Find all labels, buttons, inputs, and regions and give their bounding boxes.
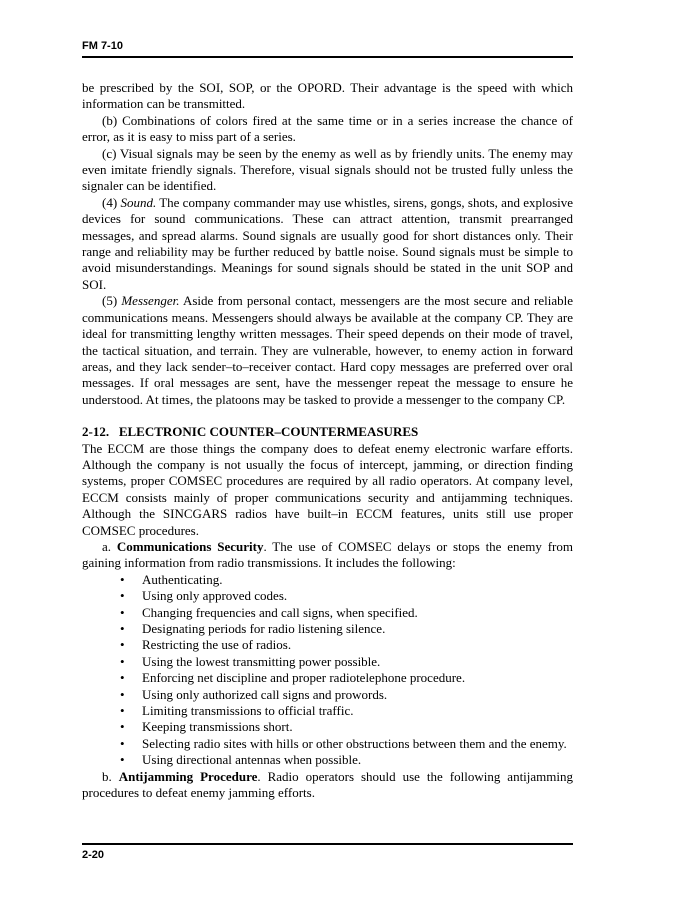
bullet-icon: • bbox=[120, 571, 125, 587]
paragraph-sound-number: (4) bbox=[102, 194, 118, 210]
subsection-a-label: a. bbox=[102, 538, 112, 554]
list-item: • Enforcing net discipline and proper radiotelephone procedure. bbox=[120, 670, 466, 686]
bullet-icon: • bbox=[120, 719, 125, 735]
footer-rule bbox=[82, 843, 573, 845]
bullet-icon: • bbox=[120, 588, 125, 604]
paragraph-messenger-number: (5) bbox=[102, 293, 118, 309]
list-item: • Limiting transmissions to official traffic. bbox=[120, 703, 354, 719]
list-item: • Using directional antennas when possible. bbox=[120, 752, 362, 768]
subsection-b-title: Antijamming Procedure bbox=[118, 768, 258, 784]
paragraph-sound-title: Sound. bbox=[120, 194, 157, 210]
bullet-icon: • bbox=[120, 703, 125, 719]
list-item: • Using only authorized call signs and prowords. bbox=[120, 686, 388, 702]
subsection-a bbox=[82, 539, 573, 572]
subsection-a-title: Communications Security bbox=[116, 538, 264, 554]
subsection-b bbox=[82, 769, 573, 802]
bullet-icon: • bbox=[120, 604, 125, 620]
paragraph-messenger-title: Messenger. bbox=[121, 293, 180, 309]
paragraph-c: (c) Visual signals may be seen by the enemy as well as by friendly units. The enemy may even imitate friendly signals. Therefore, visual signals should not be trusted fully unless the signaler can be identified. bbox=[82, 145, 573, 194]
paragraph-messenger bbox=[82, 293, 573, 408]
bullet-icon: • bbox=[120, 686, 125, 702]
list-item: • Designating periods for radio listening silence. bbox=[120, 621, 386, 636]
paragraph-sound-text: The company commander may use whistles, sirens, gongs, shots, and explosive devices for sound communications. These can attract attention, transmit prearranged messages, and spread alarms. Sound signals are usually good for short distances only. Their range and reliability may be further reduced by battle noise. Sound signals must be simple to avoid misunderstandings. Meanings for sound signals should be stated in the unit SOP and SOI. bbox=[82, 194, 574, 292]
list-item: • Authenticating. bbox=[120, 571, 223, 587]
bullet-icon: • bbox=[120, 637, 125, 653]
paragraph-sound bbox=[82, 195, 573, 293]
section-heading: 2-12. ELECTRONIC COUNTER–COUNTERMEASURES bbox=[82, 424, 419, 440]
list-item: • Keeping transmissions short. bbox=[120, 719, 293, 735]
bullet-icon: • bbox=[120, 735, 125, 751]
subsection-a-text: . The use of COMSEC delays or stops the enemy from gaining information from radio transmissions. It includes the following: bbox=[82, 538, 573, 571]
paragraph-messenger-text: Aside from personal contact, messengers are the most secure and reliable communications means. Messengers should always be available at the company CP. They are ideal for transmitting lengthy written messages. Their speed depends on their mode of travel, the tactical situation, and terrain. They are vulnerable, however, to enemy action in forward areas, and they lack sender–to–receiver contact. Hard copy messages are preferred over oral messages. If oral messages are sent, have the messenger repeat the message to ensure he understood. At times, the platoons may be tasked to provide a messenger to the company CP. bbox=[82, 293, 573, 407]
subsection-b-text: . Radio operators should use the following antijamming procedures to defeat enemy jamming efforts. bbox=[82, 768, 574, 801]
paragraph-b: (b) Combinations of colors fired at the same time or in a series increase the chance of error, as it is easy to miss part of a series. bbox=[82, 112, 573, 145]
page-number: 2-20 bbox=[82, 849, 105, 861]
page-body bbox=[82, 80, 573, 801]
bullet-icon: • bbox=[120, 670, 125, 686]
subsection-b-label: b. bbox=[102, 768, 112, 784]
section-intro: The ECCM are those things the company does to defeat enemy electronic warfare efforts. Although the company is not usually the focus of intercept, jamming, or direction finding systems, proper COMSEC procedures are required by all radio operators. At company level, ECCM consists mainly of proper communications security and antijamming techniques. Although the SINCGARS radios have built–in ECCM features, units still use proper COMSEC procedures. bbox=[82, 440, 573, 538]
list-item: • Changing frequencies and call signs, when specified. bbox=[120, 604, 418, 620]
list-item: • Using only approved codes. bbox=[120, 588, 288, 604]
bullet-icon: • bbox=[120, 653, 125, 669]
comsec-list bbox=[82, 572, 573, 769]
running-header: FM 7-10 bbox=[82, 40, 123, 52]
bullet-icon: • bbox=[120, 621, 125, 636]
list-item: • Restricting the use of radios. bbox=[120, 637, 292, 653]
paragraph-continuation: be prescribed by the SOI, SOP, or the OPORD. Their advantage is the speed with which information can be transmitted. bbox=[82, 80, 573, 112]
list-item: • Selecting radio sites with hills or other obstructions between them and the enemy. bbox=[120, 735, 567, 751]
list-item: • Using the lowest transmitting power possible. bbox=[120, 653, 381, 669]
bullet-icon: • bbox=[120, 752, 125, 768]
header-rule bbox=[82, 56, 573, 58]
